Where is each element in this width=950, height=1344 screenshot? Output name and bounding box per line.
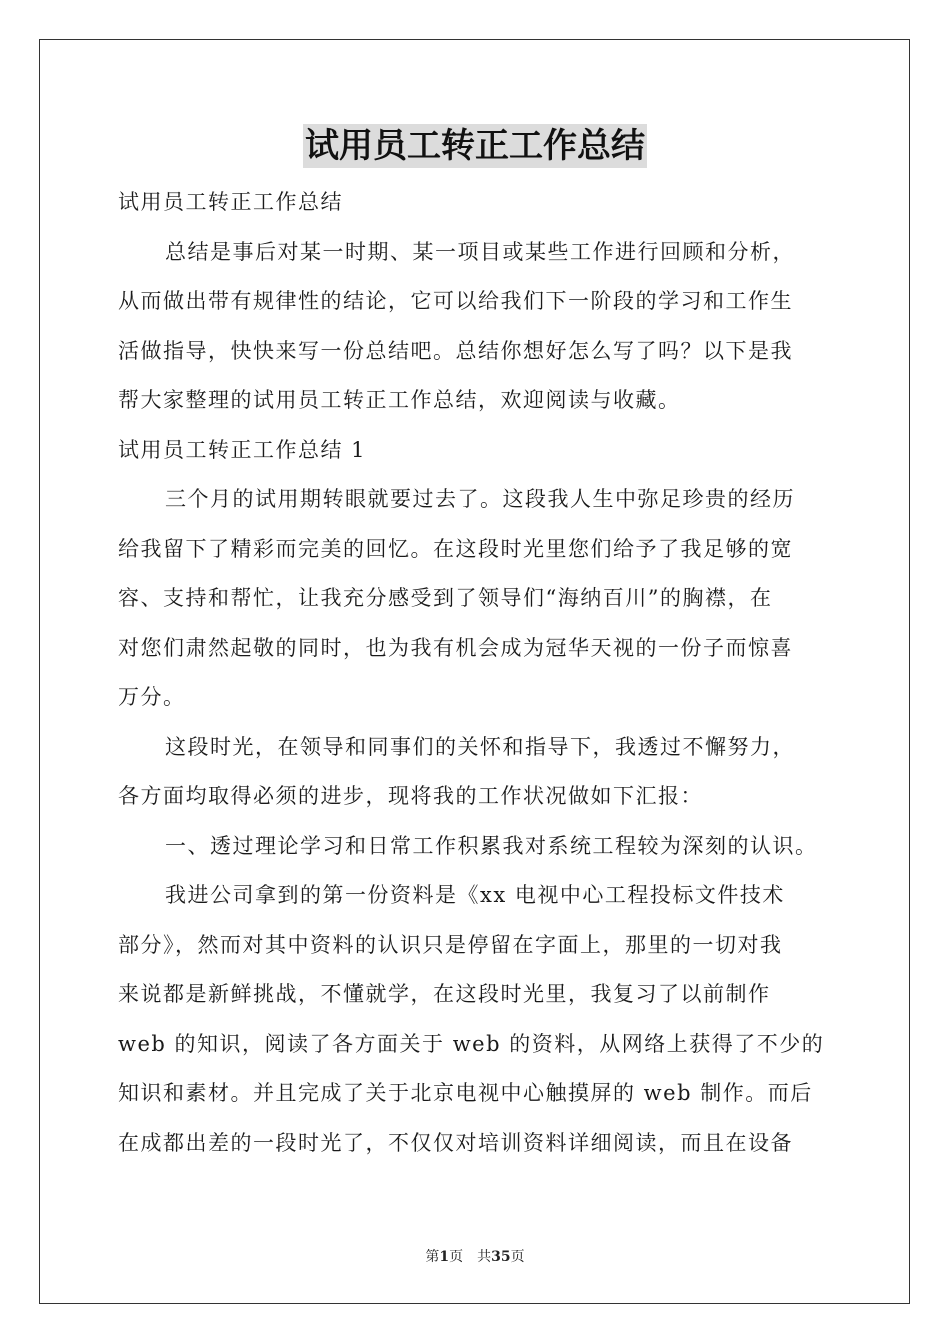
text-line: 这段时光，在领导和同事们的关怀和指导下，我透过不懈努力， <box>165 734 795 759</box>
text-line: 给我留下了精彩而完美的回忆。在这段时光里您们给予了我足够的宽 <box>118 536 793 561</box>
text-line: 三个月的试用期转眼就要过去了。这段我人生中弥足珍贵的经历 <box>165 487 795 511</box>
document-title <box>0 124 950 168</box>
text-line: 帮大家整理的试用员工转正工作总结，欢迎阅读与收藏。 <box>118 388 681 412</box>
footer-total-pages: 35 <box>491 1249 511 1265</box>
text-line: 在成都出差的一段时光了，不仅仅对培训资料详细阅读，而且在设备 <box>118 1130 793 1155</box>
text-line: 来说都是新鲜挑战，不懂就学，在这段时光里，我复习了以前制作 <box>118 982 771 1006</box>
text-line: 试用员工转正工作总结 1 <box>118 437 367 462</box>
footer-suffix: 页 <box>510 1249 525 1265</box>
text-line: 万分。 <box>118 685 186 709</box>
text-line: 容、支持和帮忙，让我充分感受到了领导们“海纳百川”的胸襟，在 <box>118 586 773 610</box>
text-line: 我进公司拿到的第一份资料是《xx 电视中心工程投标文件技术 <box>165 883 785 907</box>
footer-middle: 页 共 <box>449 1249 492 1265</box>
footer-prefix: 第 <box>425 1249 440 1265</box>
text-line: 部分》，然而对其中资料的认识只是停留在字面上，那里的一切对我 <box>118 932 783 957</box>
footer-current-page: 1 <box>439 1249 450 1265</box>
document-title-text: 试用员工转正工作总结 <box>305 126 645 166</box>
page-footer <box>0 1246 950 1266</box>
text-line: 一、透过理论学习和日常工作积累我对系统工程较为深刻的认识。 <box>165 833 818 858</box>
text-line: 从而做出带有规律性的结论，它可以给我们下一阶段的学习和工作生 <box>118 289 793 313</box>
text-line: 总结是事后对某一时期、某一项目或某些工作进行回顾和分析， <box>165 239 795 264</box>
text-line: web 的知识，阅读了各方面关于 web 的资料，从网络上获得了不少的 <box>118 1031 825 1056</box>
text-line: 试用员工转正工作总结 <box>118 190 343 214</box>
text-line: 活做指导，快快来写一份总结吧。总结你想好怎么写了吗？以下是我 <box>118 338 793 363</box>
text-line: 对您们肃然起敬的同时，也为我有机会成为冠华天视的一份子而惊喜 <box>118 635 793 660</box>
text-line: 各方面均取得必须的进步，现将我的工作状况做如下汇报： <box>118 784 703 808</box>
text-line: 知识和素材。并且完成了关于北京电视中心触摸屏的 web 制作。而后 <box>118 1081 813 1105</box>
document-body <box>118 178 838 1168</box>
